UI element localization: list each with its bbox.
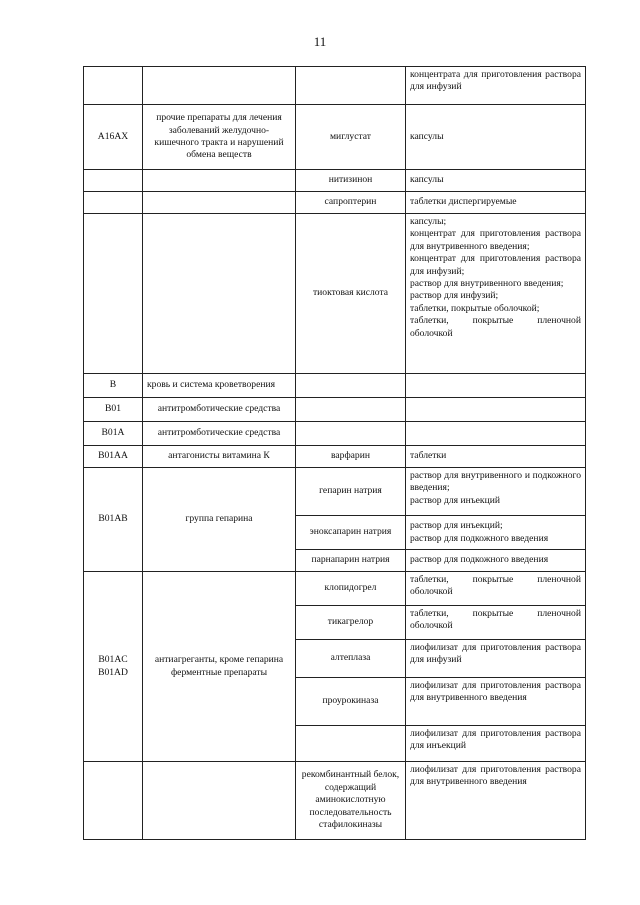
drug-name-cell: проурокиназа	[296, 678, 406, 726]
drug-name-cell: нитизинон	[296, 170, 406, 192]
drug-name-cell: миглустат	[296, 105, 406, 170]
table-row	[84, 762, 586, 840]
drug-name-cell: варфарин	[296, 446, 406, 468]
table-row	[84, 572, 586, 606]
drug-name-cell	[296, 374, 406, 398]
atc-code-cell: B01AA	[84, 446, 143, 468]
dosage-form-cell: лиофилизат для приготовления раствора для внутривенного введения	[406, 762, 586, 840]
drug-name-cell: гепарин натрия	[296, 468, 406, 516]
dosage-form-line: раствор для подкожного введения	[410, 532, 549, 544]
dosage-form-line: капсулы;	[410, 216, 447, 227]
table-row	[84, 468, 586, 516]
drug-name-cell: сапроптерин	[296, 192, 406, 214]
dosage-form-line: концентрат для приготовления раствора для инфузий;	[410, 253, 581, 277]
drug-name-cell: рекомбинантный белок, содержащий аминокислотную последовательность стафилокиназы	[296, 762, 406, 840]
dosage-form-line: раствор для инъекций;	[410, 520, 503, 532]
group-name-cell: антагонисты витамина К	[143, 446, 296, 468]
atc-code-cell: B01	[84, 398, 143, 422]
group-name-cell: прочие препараты для лечения заболеваний желудочно-кишечного тракта и нарушений обмена веществ	[143, 105, 296, 170]
dosage-form-cell: таблетки, покрытые пленочной оболочкой	[406, 572, 586, 606]
atc-code-cell	[84, 170, 143, 192]
group-name-cell: группа гепарина	[143, 468, 296, 572]
drug-name-cell: тиоктовая кислота	[296, 214, 406, 374]
atc-code-cell	[84, 214, 143, 374]
table-row	[84, 170, 586, 192]
group-name-cell: кровь и система кроветворения	[143, 374, 296, 398]
dosage-form-line: раствор для инъекций	[410, 494, 500, 506]
atc-code-cell	[84, 192, 143, 214]
atc-code-cell: B	[84, 374, 143, 398]
dosage-form-line: раствор для внутривенного введения;	[410, 278, 564, 290]
dosage-form-cell: раствор для подкожного введения	[406, 550, 586, 572]
dosage-form-cell: концентрата для приготовления раствора для инфузий	[406, 67, 586, 105]
table-row	[84, 192, 586, 214]
atc-code-cell: B01A	[84, 422, 143, 446]
group-name-cell	[143, 214, 296, 374]
dosage-form-cell: лиофилизат для приготовления раствора для инъекций	[406, 726, 586, 762]
drug-name-cell	[296, 422, 406, 446]
dosage-form-cell: лиофилизат для приготовления раствора для инфузий	[406, 640, 586, 678]
group-name-cell: антитромботические средства	[143, 398, 296, 422]
dosage-form-line: таблетки, покрытые пленочной оболочкой	[410, 315, 581, 339]
dosage-form-cell: таблетки	[406, 446, 586, 468]
table-row	[84, 105, 586, 170]
dosage-form-line: таблетки, покрытые оболочкой;	[410, 302, 540, 314]
group-name-cell	[143, 67, 296, 105]
dosage-form-cell: таблетки диспергируемые	[406, 192, 586, 214]
dosage-form-line: раствор для внутривенного и подкожного введения;	[410, 470, 581, 494]
dosage-form-cell	[406, 516, 586, 550]
atc-code-line: B01AD	[98, 666, 128, 678]
table-row	[84, 446, 586, 468]
group-name-cell: антитромботические средства	[143, 422, 296, 446]
drug-name-cell: парнапарин натрия	[296, 550, 406, 572]
dosage-form-cell	[406, 398, 586, 422]
table-row	[84, 67, 586, 105]
group-name-cell	[143, 170, 296, 192]
table-row	[84, 398, 586, 422]
atc-code-line: B01AC	[98, 654, 128, 666]
drug-name-cell	[296, 67, 406, 105]
dosage-form-cell	[406, 422, 586, 446]
dosage-form-cell: таблетки, покрытые пленочной оболочкой	[406, 606, 586, 640]
dosage-form-cell	[406, 374, 586, 398]
atc-code-cell	[84, 572, 143, 762]
page-number: 11	[313, 34, 327, 49]
group-name-cell	[143, 762, 296, 840]
dosage-form-cell: лиофилизат для приготовления раствора для внутривенного введения	[406, 678, 586, 726]
dosage-form-cell	[406, 468, 586, 516]
atc-code-cell: A16AX	[84, 105, 143, 170]
dosage-form-cell: капсулы	[406, 170, 586, 192]
dosage-form-line: концентрат для приготовления раствора для внутривенного введения;	[410, 228, 581, 252]
table-row	[84, 374, 586, 398]
drug-name-cell: алтеплаза	[296, 640, 406, 678]
dosage-form-line: раствор для инфузий;	[410, 290, 499, 302]
dosage-form-cell: капсулы	[406, 105, 586, 170]
drug-name-cell: эноксапарин натрия	[296, 516, 406, 550]
dosage-form-cell	[406, 214, 586, 374]
drug-list-table	[83, 66, 586, 840]
drug-name-cell: тикагрелор	[296, 606, 406, 640]
drug-name-cell	[296, 398, 406, 422]
atc-code-cell: B01AB	[84, 468, 143, 572]
group-name-cell	[143, 192, 296, 214]
table-row	[84, 214, 586, 374]
atc-code-cell	[84, 67, 143, 105]
drug-name-cell: клопидогрел	[296, 572, 406, 606]
drug-name-cell	[296, 726, 406, 762]
table-row	[84, 422, 586, 446]
group-name-cell: антиагреганты, кроме гепарина ферментные препараты	[143, 572, 296, 762]
atc-code-cell	[84, 762, 143, 840]
